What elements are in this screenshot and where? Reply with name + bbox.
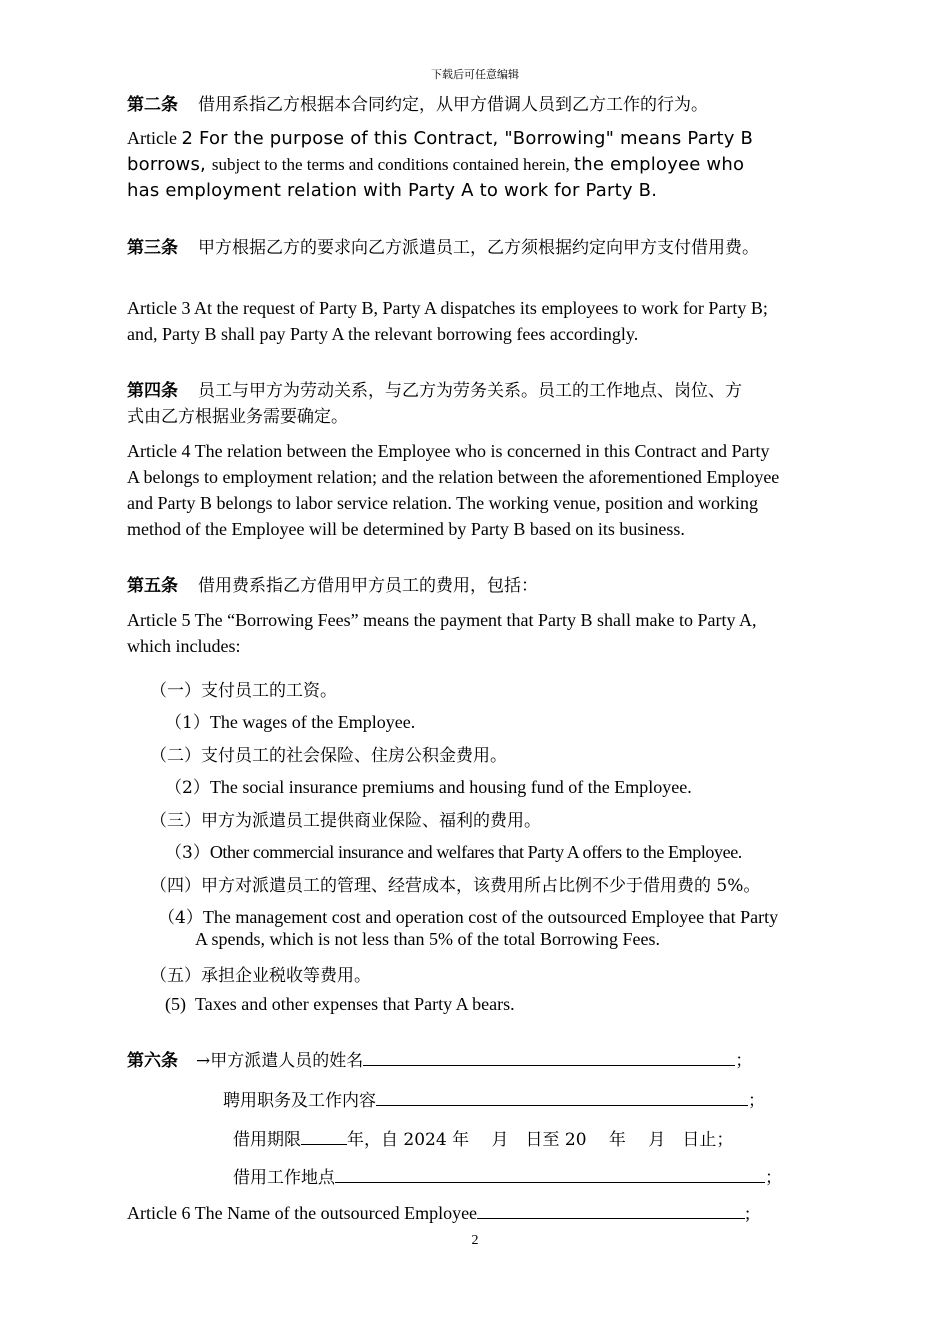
list-item-text: Taxes and other expenses that Party A bears. [195,994,515,1014]
employee-name-label: 甲方派遣人员的姓名 [210,1051,364,1071]
en-employee-name-field[interactable] [477,1202,745,1219]
period-years-field[interactable] [301,1128,347,1145]
article-2-en-line-2 [127,154,744,175]
article-4-cn-label: 第四条 [127,381,178,401]
semicolon: ； [748,1091,765,1111]
article-2-en-text-1: 2 For the purpose of this Contract, "Borrowing" means Party B [181,128,754,149]
article-5-cn [127,571,538,596]
list-item-text: The wages of the Employee. [209,712,416,732]
article-6-en-text: Article 6 The Name of the outsourced Employee [127,1203,478,1223]
list-item-text: The social insurance premiums and housing fund of the Employee. [209,777,692,797]
article-2-cn [127,90,708,115]
list-item-cn: （三）甲方为派遣员工提供商业保险、福利的费用。 [150,811,541,831]
semicolon: ； [735,1051,753,1071]
page-number: 2 [471,1233,479,1248]
list-item-cn: （二）支付员工的社会保险、住房公积金费用。 [150,746,507,766]
article-2-cn-label: 第二条 [127,95,178,115]
article-2-en-text-2a: borrows, [127,154,212,175]
article-3-cn-text: 甲方根据乙方的要求向乙方派遣员工，乙方须根据约定向甲方支付借用费。 [198,238,759,258]
article-4-cn-line-1 [127,376,742,401]
article-4-cn-text-1: 员工与甲方为劳动关系，与乙方为劳务关系。员工的工作地点、岗位、方 [198,381,742,401]
list-item-text: The management cost and operation cost of the outsourced Employee that Party [202,907,779,927]
arrow-icon: → [196,1051,211,1071]
article-5-en-line-1: Article 5 The “Borrowing Fees” means the payment that Party B shall make to Party A, [127,610,757,630]
article-6-location-row [233,1163,782,1188]
list-item-number: （4） [158,908,203,928]
article-2-en-line-1 [127,128,753,149]
list-item-en [165,994,515,1015]
list-item-number: (5) [165,994,186,1014]
article-3-cn [127,233,759,258]
article-2-en-text-2b: subject to the terms and conditions contained herein, [211,155,574,174]
list-item-cn: （四）甲方对派遣员工的管理、经营成本，该费用所占比例不少于借用费的 5%。 [150,876,761,896]
list-item-cn: （五）承担企业税收等费用。 [150,966,371,986]
article-3-cn-label: 第三条 [127,238,178,258]
article-6-en-name-row [127,1202,750,1224]
list-item-text: Other commercial insurance and welfares that Party A offers to the Employee. [209,842,742,862]
article-2-en-line-3: has employment relation with Party A to work for Party B. [127,180,658,201]
semicolon: ； [716,1130,734,1150]
list-item-number: （3） [165,843,210,863]
article-6-cn-label: 第六条 [127,1051,178,1071]
article-2-cn-text: 借用系指乙方根据本合同约定，从甲方借调人员到乙方工作的行为。 [198,95,708,115]
position-field[interactable] [376,1089,748,1106]
location-field[interactable] [335,1166,765,1183]
list-item-number: （2） [165,778,210,798]
article-6-period-row [233,1125,733,1150]
location-label: 借用工作地点 [233,1168,335,1188]
article-5-cn-text: 借用费系指乙方借用甲方员工的费用，包括： [198,576,538,596]
employee-name-field[interactable] [363,1049,735,1066]
article-3-en-line-2: and, Party B shall pay Party A the relevant borrowing fees accordingly. [127,324,639,344]
list-item-en [158,903,778,928]
list-item-number: （1） [165,713,210,733]
list-item-en-continued: A spends, which is not less than 5% of the total Borrowing Fees. [195,929,660,949]
article-4-en-line-3: and Party B belongs to labor service relation. The working venue, position and working [127,493,759,513]
article-2-en-text-2c: the employee who [574,154,745,175]
page-header: 下载后可任意编辑 [431,68,519,81]
period-dates: 年，自 2024 年 月 日至 20 年 月 日止 [347,1130,717,1150]
article-4-en-line-2: A belongs to employment relation; and the relation between the aforementioned Employee [127,467,780,487]
list-item-en [165,838,742,863]
position-label: 聘用职务及工作内容 [223,1091,376,1111]
list-item-cn: （一）支付员工的工资。 [150,681,337,701]
semicolon: ； [765,1168,782,1188]
period-label: 借用期限 [233,1130,301,1150]
article-4-en-line-4: method of the Employee will be determined by Party B based on its business. [127,519,685,539]
article-2-en-prefix: Article [127,128,182,148]
article-5-cn-label: 第五条 [127,576,178,596]
list-item-en [165,708,415,733]
article-6-position-row [223,1086,765,1111]
article-6-name-row [127,1046,752,1071]
semicolon: ; [745,1203,751,1223]
article-5-en-line-2: which includes: [127,636,241,656]
article-4-en-line-1: Article 4 The relation between the Employee who is concerned in this Contract and Party [127,441,770,461]
article-3-en-line-1: Article 3 At the request of Party B, Party A dispatches its employees to work for Party B; [127,298,768,318]
article-4-cn-line-2: 式由乙方根据业务需要确定。 [127,407,348,427]
list-item-en [165,773,692,798]
